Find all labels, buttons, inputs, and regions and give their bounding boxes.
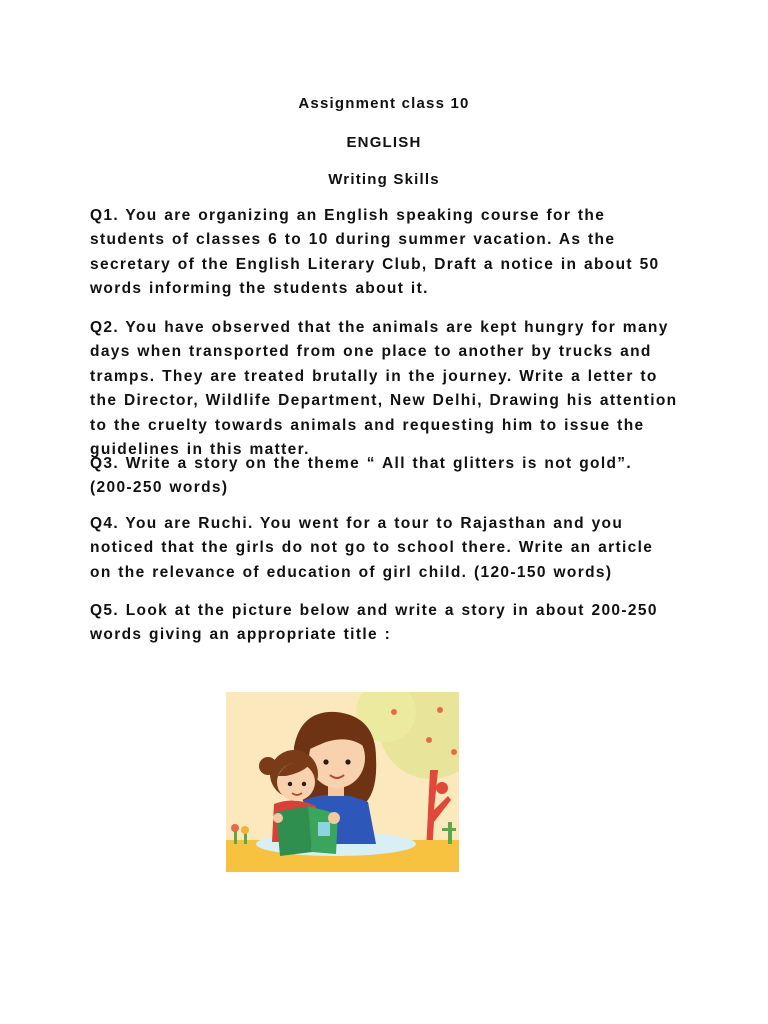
question-5: Q5. Look at the picture below and write a story in about 200-250 words giving an appropriate title : (90, 602, 658, 644)
question-4: Q4. You are Ruchi. You went for a tour to Rajasthan and you noticed that the girls do not go to school there. Write an article on the relevance of education of girl child. (120-150 words) (90, 515, 654, 581)
subject-heading: ENGLISH (346, 134, 422, 151)
topic-heading: Writing Skills (328, 171, 440, 188)
assignment-heading: Assignment class 10 (298, 95, 470, 112)
question-1: Q1. You are organizing an English speaking course for the students of classes 6 to 10 during summer vacation. As the secretary of the English Literary Club, Draft a notice in about 50 words informing the students about it. (90, 207, 660, 298)
question-3: Q3. Write a story on the theme “ All that glitters is not gold”. (200-250 words) (90, 455, 633, 497)
question-2: Q2. You have observed that the animals are kept hungry for many days when transported from one place to another by trucks and tramps. They are treated brutally in the journey. Write a letter to the Director, Wildlife Department, New Delhi, Drawing his attention to the cruelty towards animals and requesting him to issue the guidelines in this matter. (90, 319, 678, 459)
mother-daughter-reading-illustration (226, 692, 459, 872)
